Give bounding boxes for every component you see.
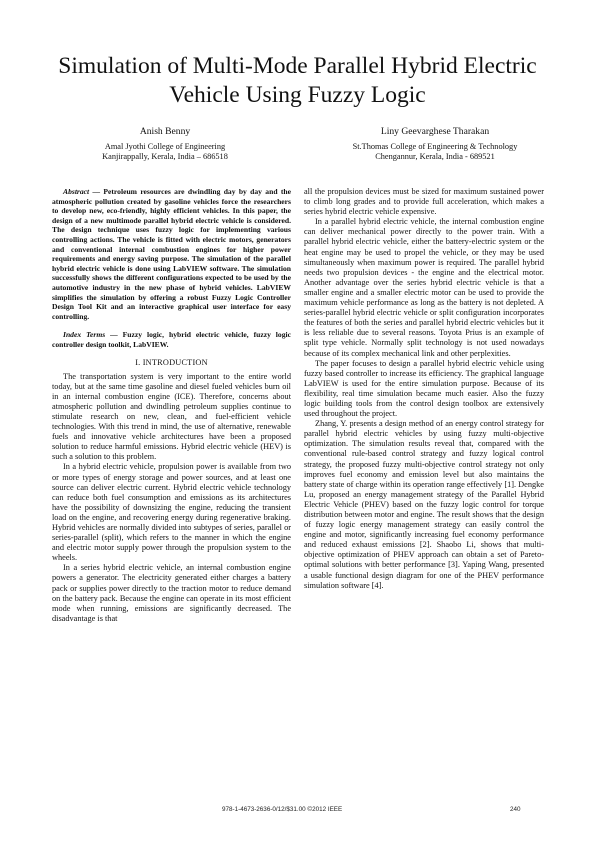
title-line-2: Vehicle Using Fuzzy Logic: [169, 82, 426, 108]
author-name: Anish Benny: [139, 126, 191, 137]
copyright-footer: 978-1-4673-2636-0/12/$31.00 ©2012 IEEE: [222, 806, 343, 813]
author-affiliation: Amal Jyothi College of Engineering: [104, 142, 226, 151]
author-1: [50, 126, 280, 163]
body-paragraph: The transportation system is very important to the entire world today, but at the same time gasoline and diesel fueled vehicles burn oil in an internal combustion engine (ICE). Therefore, concerns about atmospheric pollution and dwindling petroleum supplies continue to stimulate research on new, clean, and fuel-efficient vehicle technologies. With this trend in mind, the use of alternative, renewable fuels and innovative vehicle architectures have been a proposed solution to reduce harmful emissions. Hybrid electric vehicle (HEV) is such a solution to this problem.: [52, 371, 291, 462]
right-column: [304, 187, 544, 591]
body-paragraph: In a hybrid electric vehicle, propulsion power is available from two or more types of energy storage and power sources, and at least one source can deliver electric current. Hybrid electric vehicle technology can reduce both fuel consumption and emissions as its architectures have the possibility of downsizing the engine, reducing the transient load on the engine, and recovering energy during regenerative braking. Hybrid vehicles are normally divided into subtypes of series, parallel or series-parallel (split), which refers to the manner in which the engine and electric motor supply power through the propulsion system to the wheels.: [52, 462, 291, 563]
author-location: Chengannur, Kerala, India - 689521: [375, 152, 495, 162]
abstract-text: Petroleum resources are dwindling day by day and the atmospheric pollution created by gasoline vehicles force the researchers to develop new, eco-friendly, highly efficient vehicles. In this paper, the design of a new multimode parallel hybrid electric vehicle is considered. The design technique uses fuzzy logic for implementing various controlling actions. The vehicle is fitted with electric motors, generators and conventional internal combustion engines for higher power requirements and energy saving purpose. The simulation of the parallel hybrid electric vehicle is done using LabVIEW software. The simulation successfully shows the different configurations expected to be used by the automotive industry in the new phase of hybrid vehicles. LabVIEW simplifies the simulation by offering a robust Fuzzy Logic Controller Design Tool Kit and an interactive graphical user interface for easy controlling.: [52, 187, 291, 321]
body-paragraph: In a series hybrid electric vehicle, an internal combustion engine powers a generator. The electricity generated either charges a battery pack or supplies power directly to the traction motor to reduce demand on the battery pack. Because the engine can operate in its most efficient mode when running, emissions are significantly decreased. The disadvantage is that: [52, 563, 291, 623]
title-line-1: Simulation of Multi-Mode Parallel Hybrid Electric: [58, 53, 537, 79]
body-paragraph: The paper focuses to design a parallel hybrid electric vehicle using fuzzy based controller to increase its efficiency. The graphical language LabVIEW is used for the entire simulation purpose. Because of its flexibility, real time simulation became much easier. Also the fuzzy logic building tools from the control design toolbox are extensively used throughout the project.: [304, 358, 544, 419]
author-2: [305, 126, 565, 163]
section-heading: I. INTRODUCTION: [135, 357, 208, 367]
abstract-label: Abstract —: [63, 187, 101, 196]
abstract: [52, 187, 291, 321]
page-number: 240: [510, 806, 521, 813]
left-column: [52, 187, 291, 624]
index-terms: [52, 330, 291, 349]
body-paragraph: all the propulsion devices must be sized for maximum sustained power to climb long grades and to provide full acceleration, which makes a series hybrid electric vehicle expensive.: [304, 187, 544, 217]
index-terms-label: Index Terms —: [63, 330, 118, 340]
body-paragraph: Zhang, Y. presents a design method of an energy control strategy for parallel hybrid electric vehicles by using fuzzy multi-objective optimization. The simulation results reveal that, compared with the conventional rule-based control strategy and fuzzy logical control strategy, the proposed fuzzy multi-objective control strategy not only improves fuel economy and emission level but also maintains the battery state of charge within its operation range effectively [1]. Dengke Lu, proposed an energy management strategy of the Parallel Hybrid Electric Vehicle (PHEV) based on the fuzzy logic control for torque distribution between motor and engine. The result shows that the design of fuzzy logic energy management strategy can easily control the engine and motor, significantly increasing fuel economy performance and reduced exhaust emissions [2]. Shaobo Li, shows that multi-objective optimization of PHEV approach can obtain a set of Pareto-optimal solutions with better performance [3]. Yaping Wang, presented a usable functional design diagram for one of the PHEV performance simulation software [4].: [304, 419, 544, 590]
author-affiliation: St.Thomas College of Engineering & Technology: [352, 142, 518, 151]
paper-title: [40, 52, 555, 110]
author-location: Kanjirappally, Kerala, India – 686518: [102, 152, 228, 162]
index-terms-text: Fuzzy logic, hybrid electric vehicle, fuzzy logic controller design toolkit, LabVIEW.: [52, 330, 291, 349]
body-paragraph: In a parallel hybrid electric vehicle, the internal combustion engine can deliver mechanical power directly to the power train. With a parallel hybrid electric vehicle, either the battery-electric system or the heat engine may be used to propel the vehicle, or they may be used simultaneously when maximum power is required. The parallel hybrid needs two propulsion devices - the engine and the electrical motor. Another advantage over the series hybrid electric vehicle is that a smaller engine and a smaller electric motor can be used to provide the maximum vehicle performance as long as the battery is not depleted. A series-parallel hybrid electric vehicle or split configuration incorporates the features of both the series and parallel hybrid electric vehicles but it is less reliable due to several reasons. Toyota Prius is an example of split type vehicle. Normally split technology is not used nowadays because of its complex mechanical link and other perplexities.: [304, 217, 544, 358]
author-name: Liny Geevarghese Tharakan: [380, 126, 490, 137]
